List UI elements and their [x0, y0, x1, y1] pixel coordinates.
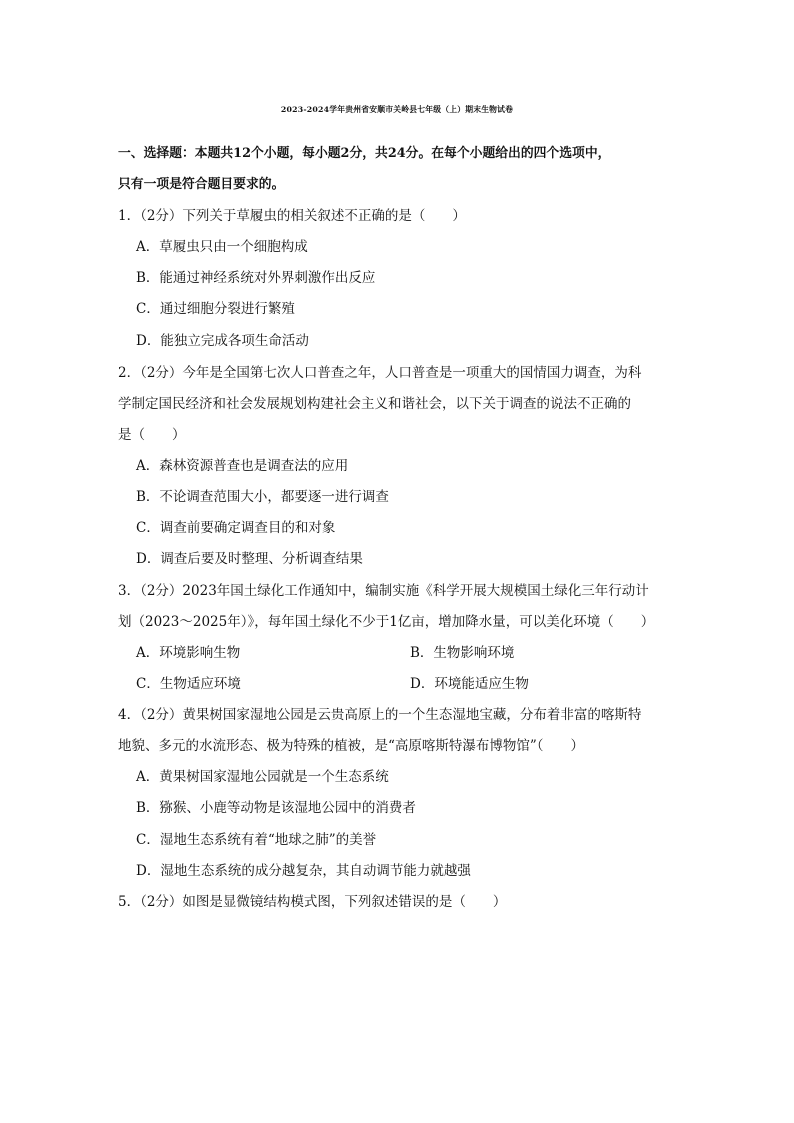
question-3-option-c: C．生物适应环境	[136, 676, 241, 692]
question-2-stem-line-2: 学制定国民经济和社会发展规划构建社会主义和谐社会，以下关于调查的说法不正确的	[118, 396, 631, 412]
section-instructions-line-1: 一、选择题：本题共12个小题，每小题2分，共24分。在每个小题给出的四个选项中，	[118, 146, 611, 161]
question-2-option-c: C．调查前要确定调查目的和对象	[136, 520, 336, 536]
question-3-stem-line-2: 划（2023～2025年）》，每年国土绿化不少于1亿亩，增加降水量，可以美化环境（ ）	[118, 614, 655, 630]
question-1-option-a: A．草履虫只由一个细胞构成	[136, 239, 308, 255]
question-1-option-d: D．能独立完成各项生命活动	[136, 333, 309, 349]
question-4-option-d: D．湿地生态系统的成分越复杂，其自动调节能力就越强	[136, 863, 471, 879]
question-4-stem-line-2: 地貌、多元的水流形态、极为特殊的植被，是“高原喀斯特瀑布博物馆”（ ）	[118, 738, 585, 754]
question-2-option-a: A．森林资源普查也是调查法的应用	[136, 458, 349, 474]
question-3-option-b: B．生物影响环境	[410, 645, 515, 661]
question-1-option-c: C．通过细胞分裂进行繁殖	[136, 301, 295, 317]
section-instructions-line-2: 只有一项是符合题目要求的。	[118, 177, 285, 192]
question-2-option-b: B．不论调查范围大小，都要逐一进行调查	[136, 489, 389, 505]
question-2-stem-line-1: 2．（2分）今年是全国第七次人口普查之年，人口普查是一项重大的国情国力调查，为科	[118, 365, 642, 381]
question-3-option-d: D．环境能适应生物	[410, 676, 529, 692]
question-4-option-b: B．猕猴、小鹿等动物是该湿地公园中的消费者	[136, 800, 416, 816]
question-5-stem: 5．（2分）如图是显微镜结构模式图，下列叙述错误的是（ ）	[118, 894, 507, 910]
question-2-option-d: D．调查后要及时整理、分析调查结果	[136, 551, 363, 567]
question-3-option-a: A．环境影响生物	[136, 645, 241, 661]
question-1-stem: 1．（2分）下列关于草履虫的相关叙述不正确的是（ ）	[118, 208, 466, 224]
page-title: 2023-2024学年贵州省安顺市关岭县七年级（上）期末生物试卷	[280, 105, 514, 114]
question-4-option-c: C．湿地生态系统有着“地球之肺”的美誉	[136, 832, 377, 848]
question-4-option-a: A．黄果树国家湿地公园就是一个生态系统	[136, 769, 389, 785]
question-4-stem-line-1: 4．（2分）黄果树国家湿地公园是云贵高原上的一个生态湿地宝藏，分布着非富的喀斯特	[118, 707, 642, 723]
question-2-stem-line-3: 是（ ）	[118, 427, 186, 443]
question-1-option-b: B．能通过神经系统对外界刺激作出反应	[136, 270, 376, 286]
question-3-stem-line-1: 3．（2分）2023年国土绿化工作通知中，编制实施《科学开展大规模国土绿化三年行动计	[118, 583, 649, 599]
